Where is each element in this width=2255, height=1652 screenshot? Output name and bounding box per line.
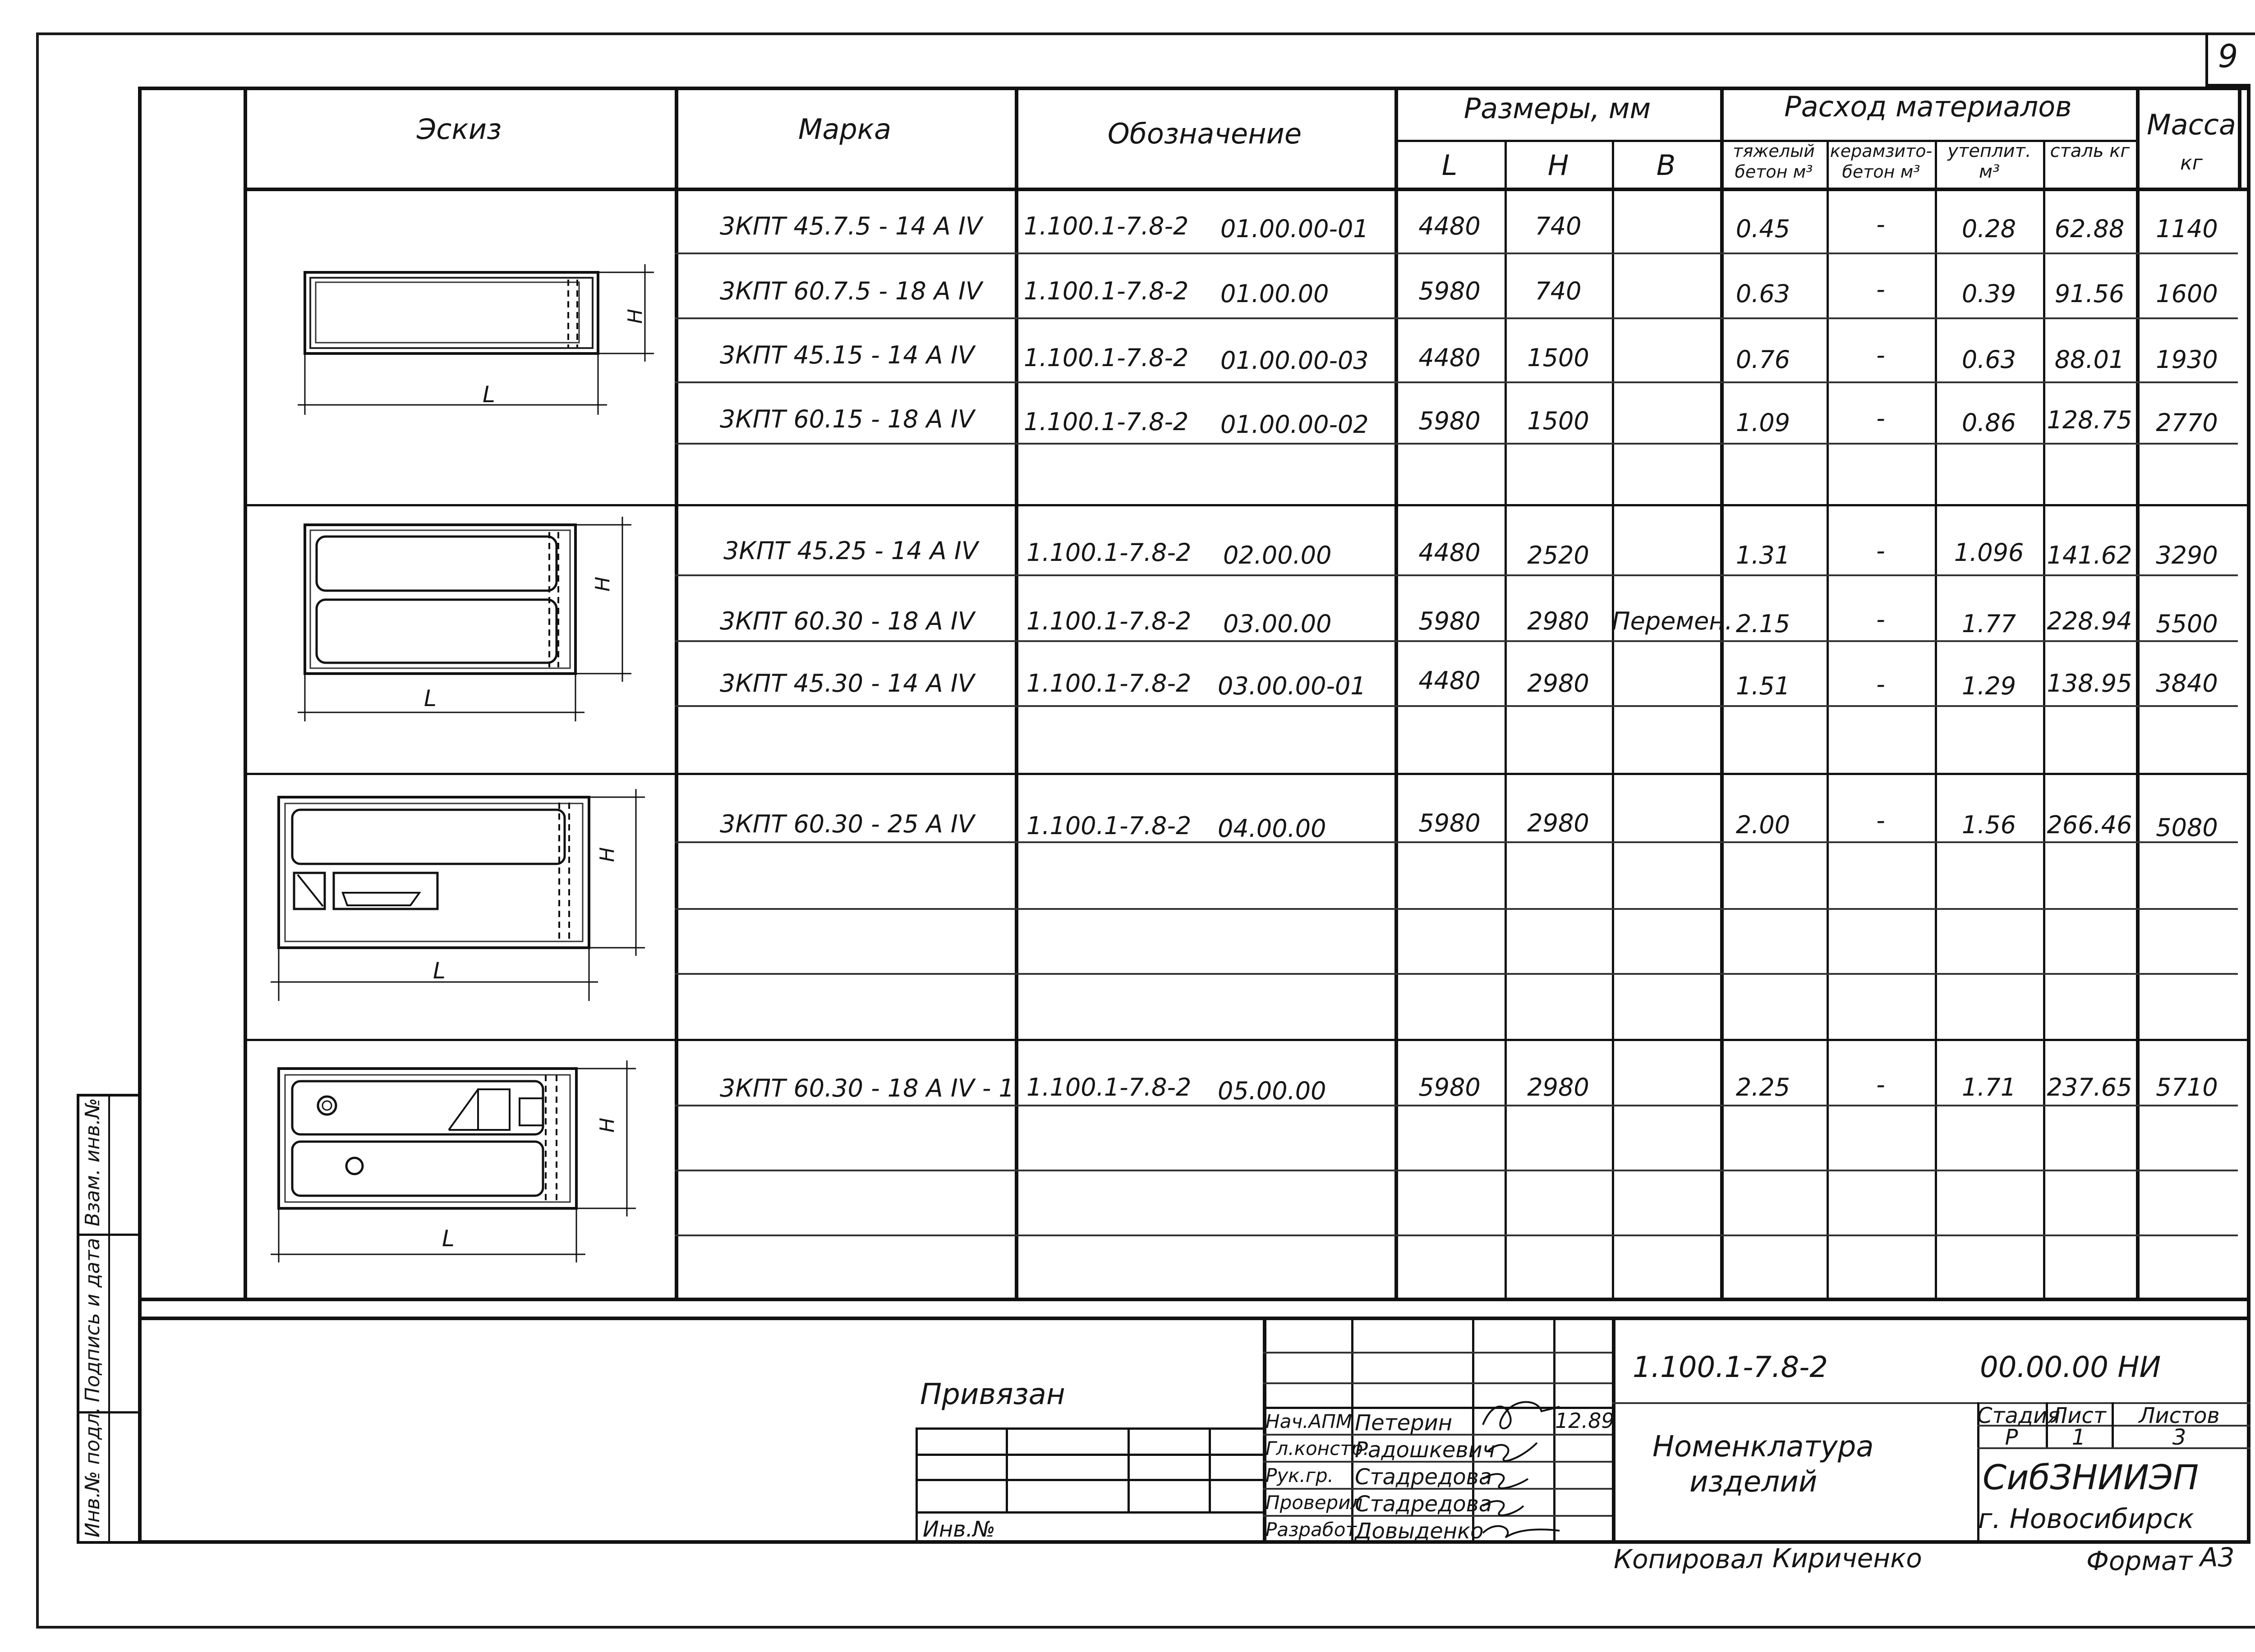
row-0-mass: 1140	[2156, 215, 2218, 243]
row-2-l: 4480	[1418, 344, 1481, 372]
header-dimensions: Размеры, мм	[1463, 92, 1651, 125]
row-4-code: 02.00.00	[1223, 541, 1332, 569]
row-2-doc: 1.100.1-7.8-2	[1024, 344, 1189, 372]
row-7-h: 2980	[1527, 809, 1589, 837]
inv-no-label: Инв.№	[923, 1517, 995, 1542]
row-2-insul: 0.63	[1961, 345, 2016, 374]
row-3-l: 5980	[1418, 407, 1481, 435]
row-5-h: 2980	[1527, 607, 1589, 635]
row-5-steel: 228.94	[2047, 607, 2132, 635]
col-line-h	[1612, 140, 1614, 1298]
stage-label: Стадия	[1977, 1403, 2061, 1428]
row-6-h: 2980	[1527, 669, 1589, 698]
row-5-l: 5980	[1418, 607, 1481, 635]
row-1-keram: -	[1876, 275, 1885, 303]
row-7-l: 5980	[1418, 809, 1481, 837]
sketch-panel-3	[266, 785, 663, 1010]
row-7-code: 04.00.00	[1218, 814, 1326, 843]
row-2-heavy: 0.76	[1735, 345, 1790, 374]
row-6-mass: 3840	[2156, 669, 2218, 698]
row-4-steel: 141.62	[2047, 541, 2132, 569]
row-5-code: 03.00.00	[1223, 610, 1332, 638]
row-3-code: 01.00.00-02	[1220, 410, 1369, 439]
row-3-insul: 0.86	[1961, 408, 2016, 437]
row-4-insul: 1.096	[1954, 538, 2024, 567]
row-3-mark: 3КПТ 60.15 - 18 А IV	[720, 405, 975, 433]
row-line	[675, 841, 2238, 843]
row-0-keram: -	[1876, 210, 1885, 239]
stage-value: Р	[2005, 1425, 2018, 1450]
role-4: Разработ	[1266, 1519, 1357, 1541]
role-2: Рук.гр.	[1266, 1464, 1334, 1487]
role-0: Нач.АПМ	[1266, 1410, 1353, 1432]
name-0: Петерин	[1355, 1410, 1453, 1436]
sketch-1-h: H	[624, 308, 647, 324]
doc-title-1: Номенклатура	[1652, 1430, 1874, 1464]
row-3-mass: 2770	[2156, 408, 2218, 437]
col-line-keram	[1935, 140, 1937, 1298]
row-8-code: 05.00.00	[1218, 1077, 1326, 1105]
row-7-insul: 1.56	[1961, 811, 2016, 839]
row-4-keram: -	[1876, 537, 1885, 565]
header-mass-unit: кг	[2180, 151, 2203, 174]
org-city: г. Новосибирск	[1978, 1503, 2194, 1535]
col-line-l	[1505, 140, 1507, 1298]
header-mat-keramzit: керамзито-бетон м³	[1830, 141, 1933, 182]
row-line	[675, 908, 2238, 910]
row-0-code: 01.00.00-01	[1220, 215, 1369, 243]
table-bottom-line	[138, 1298, 2250, 1301]
row-line	[675, 973, 2238, 975]
privyazan-label: Привязан	[920, 1378, 1065, 1411]
row-4-heavy: 1.31	[1735, 541, 1790, 569]
row-0-doc: 1.100.1-7.8-2	[1024, 212, 1189, 240]
row-6-keram: -	[1876, 670, 1885, 698]
row-8-mark: 3КПТ 60.30 - 18 А IV - 1	[720, 1074, 1014, 1102]
row-8-mass: 5710	[2156, 1073, 2218, 1101]
row-3-h: 1500	[1527, 407, 1589, 435]
row-1-h: 740	[1535, 277, 1582, 305]
name-1: Радошкевич	[1355, 1437, 1496, 1463]
row-5-heavy: 2.15	[1735, 610, 1790, 638]
row-8-l: 5980	[1418, 1073, 1481, 1101]
row-1-heavy: 0.63	[1735, 280, 1790, 308]
row-2-steel: 88.01	[2054, 345, 2125, 374]
role-1: Гл.констр.	[1266, 1437, 1369, 1459]
header-mat-steel: сталь кг	[2050, 141, 2130, 161]
copied-label: Копировал	[1614, 1544, 1763, 1574]
row-2-h: 1500	[1527, 344, 1589, 372]
row-4-l: 4480	[1418, 538, 1481, 567]
row-line	[675, 443, 2238, 445]
row-7-steel: 266.46	[2047, 811, 2132, 839]
row-7-mark: 3КПТ 60.30 - 25 А IV	[720, 810, 975, 838]
row-2-code: 01.00.00-03	[1220, 346, 1369, 375]
org-name: СибЗНИИЭП	[1983, 1457, 2199, 1497]
row-0-mark: 3КПТ 45.7.5 - 14 А IV	[720, 212, 982, 240]
sheets-value: 3	[2172, 1425, 2186, 1450]
row-line	[675, 640, 2238, 642]
row-6-heavy: 1.51	[1735, 672, 1790, 700]
row-2-keram: -	[1876, 341, 1885, 369]
row-0-heavy: 0.45	[1735, 215, 1790, 243]
header-materials: Расход материалов	[1784, 90, 2072, 123]
row-8-keram: -	[1876, 1070, 1885, 1099]
row-7-mass: 5080	[2156, 813, 2218, 842]
row-5-doc: 1.100.1-7.8-2	[1026, 607, 1192, 635]
row-3-heavy: 1.09	[1735, 408, 1790, 437]
group-line	[244, 1039, 2248, 1041]
name-4: Довыденко	[1355, 1519, 1484, 1544]
row-8-steel: 237.65	[2047, 1073, 2132, 1101]
row-6-doc: 1.100.1-7.8-2	[1026, 669, 1192, 698]
col-line-insul	[2043, 140, 2045, 1298]
col-line-sketch	[675, 87, 678, 1298]
row-1-insul: 0.39	[1961, 280, 2016, 308]
format-label: Формат	[2086, 1546, 2193, 1576]
row-1-doc: 1.100.1-7.8-2	[1024, 277, 1189, 305]
row-8-h: 2980	[1527, 1073, 1589, 1101]
row-1-l: 5980	[1418, 277, 1481, 305]
row-0-h: 740	[1535, 212, 1582, 240]
sketch-4-h: H	[596, 1117, 619, 1133]
row-4-mark: 3КПТ 45.25 - 14 А IV	[723, 537, 978, 565]
doc-suffix: 00.00.00 НИ	[1980, 1351, 2161, 1384]
row-line	[675, 705, 2238, 707]
sheet-value: 1	[2071, 1425, 2086, 1450]
sketch-2-l: L	[424, 685, 437, 711]
header-dim-h: H	[1547, 149, 1569, 182]
row-line	[675, 1234, 2238, 1236]
tb-vline	[1128, 1427, 1130, 1513]
group-line	[244, 773, 2248, 775]
row-6-insul: 1.29	[1961, 672, 2016, 700]
col-line-mark	[1015, 87, 1018, 1298]
row-7-keram: -	[1876, 806, 1885, 835]
header-mass: Масса	[2147, 108, 2236, 141]
page-number: 9	[2218, 38, 2238, 75]
header-designation: Обозначение	[1107, 117, 1302, 150]
sketch-3-h: H	[596, 847, 619, 863]
row-1-mass: 1600	[2156, 280, 2218, 308]
sketch-3-l: L	[433, 958, 446, 984]
row-4-h: 2520	[1527, 541, 1589, 569]
sketch-panel-1	[289, 262, 667, 442]
sketch-4-l: L	[442, 1225, 455, 1252]
row-3-keram: -	[1876, 404, 1885, 432]
date: 12.89	[1555, 1409, 1615, 1433]
col-line-left	[244, 87, 247, 1298]
sketch-2-h: H	[591, 576, 615, 592]
name-3: Стадредова	[1355, 1491, 1492, 1517]
name-2: Стадредова	[1355, 1464, 1492, 1490]
title-block-top	[138, 1317, 2250, 1320]
sig-line	[1263, 1352, 1612, 1354]
sheets-label: Листов	[2139, 1403, 2220, 1428]
row-7-heavy: 2.00	[1735, 811, 1790, 839]
row-line	[675, 574, 2238, 576]
side-stamp-line	[77, 1234, 142, 1236]
b-value: Перемен.	[1612, 607, 1733, 635]
doc-code: 1.100.1-7.8-2	[1633, 1351, 1828, 1384]
copied-name: Кириченко	[1772, 1543, 1922, 1574]
row-8-insul: 1.71	[1961, 1073, 2016, 1101]
sheet-label: Лист	[2051, 1403, 2106, 1428]
row-6-code: 03.00.00-01	[1218, 672, 1366, 700]
row-5-mark: 3КПТ 60.30 - 18 А IV	[720, 607, 975, 635]
side-stamp-divider	[108, 1094, 110, 1544]
row-0-insul: 0.28	[1961, 215, 2016, 243]
row-3-steel: 128.75	[2047, 406, 2132, 434]
row-1-mark: 3КПТ 60.7.5 - 18 А IV	[720, 277, 982, 305]
sketch-panel-4	[266, 1055, 663, 1271]
row-8-heavy: 2.25	[1735, 1073, 1790, 1101]
row-line	[675, 317, 2238, 319]
col-line-heavy	[1827, 140, 1829, 1298]
row-line	[675, 381, 2238, 383]
row-1-steel: 91.56	[2054, 280, 2125, 308]
side-podpis: Подпись и дата	[81, 1238, 104, 1402]
row-line	[675, 1105, 2238, 1106]
row-6-steel: 138.95	[2047, 669, 2132, 698]
row-5-keram: -	[1876, 605, 1885, 633]
row-5-insul: 1.77	[1961, 610, 2016, 638]
sketch-1-l: L	[483, 381, 495, 408]
header-dim-b: B	[1656, 149, 1676, 182]
row-6-l: 4480	[1418, 666, 1481, 695]
role-3: Проверил	[1266, 1491, 1363, 1514]
row-3-doc: 1.100.1-7.8-2	[1024, 408, 1189, 436]
group-line	[244, 504, 2248, 506]
header-mat-heavy: тяжелый бетон м³	[1733, 141, 1815, 182]
row-7-doc: 1.100.1-7.8-2	[1026, 812, 1192, 840]
side-inv-podl: Инв.№ подл.	[81, 1407, 104, 1537]
header-mark: Марка	[798, 113, 892, 146]
header-mat-insul: утеплит. м³	[1947, 141, 2031, 182]
row-4-mass: 3290	[2156, 541, 2218, 569]
row-1-code: 01.00.00	[1220, 280, 1329, 308]
signature-scribbles	[1474, 1384, 1578, 1542]
row-2-mass: 1930	[2156, 345, 2218, 374]
side-vzam: Взам. инв.№	[81, 1098, 104, 1226]
tb-vline	[1209, 1427, 1211, 1513]
tb-vline	[1006, 1427, 1008, 1513]
format-value: А3	[2200, 1542, 2235, 1573]
row-line	[675, 1170, 2238, 1171]
row-0-steel: 62.88	[2054, 215, 2125, 243]
row-8-doc: 1.100.1-7.8-2	[1026, 1073, 1192, 1101]
row-line	[675, 252, 2238, 254]
doc-title-2: изделий	[1689, 1465, 1818, 1499]
tb-vline	[916, 1427, 918, 1544]
row-0-l: 4480	[1418, 212, 1481, 240]
header-dim-l: L	[1441, 149, 1458, 182]
row-5-mass: 5500	[2156, 610, 2218, 638]
sketch-panel-2	[289, 514, 667, 721]
header-sketch: Эскиз	[416, 113, 502, 146]
row-2-mark: 3КПТ 45.15 - 14 А IV	[720, 341, 975, 369]
row-6-mark: 3КПТ 45.30 - 14 А IV	[720, 669, 975, 698]
row-4-doc: 1.100.1-7.8-2	[1026, 538, 1192, 567]
header-bottom-line	[244, 188, 2248, 191]
